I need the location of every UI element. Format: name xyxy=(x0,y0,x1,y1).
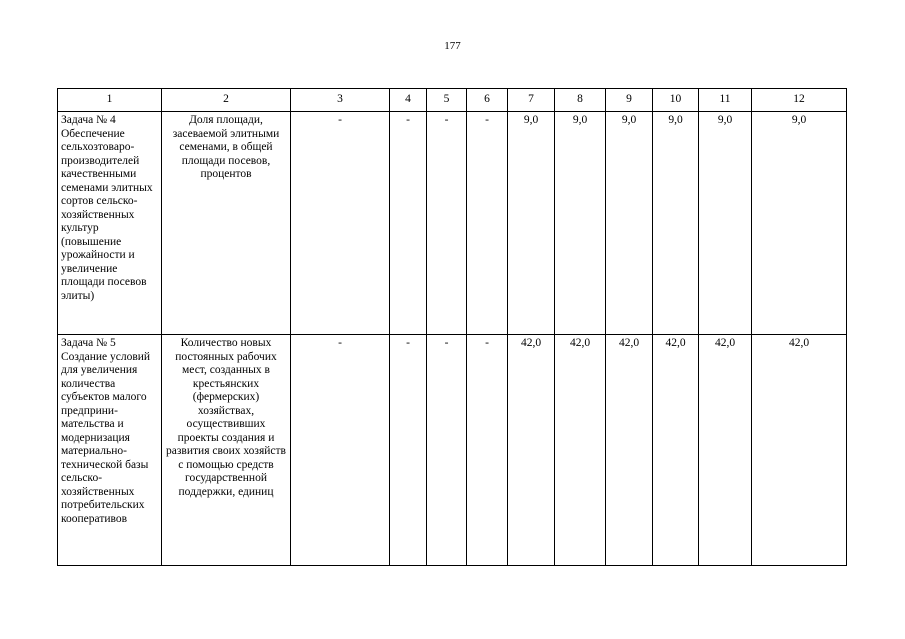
value-cell: - xyxy=(427,335,467,566)
header-cell: 5 xyxy=(427,89,467,112)
table-row xyxy=(58,112,847,335)
value-cell: - xyxy=(291,112,390,335)
header-cell: 8 xyxy=(555,89,606,112)
header-cell: 10 xyxy=(653,89,699,112)
header-row xyxy=(58,89,847,112)
value-cell: 9,0 xyxy=(606,112,653,335)
header-cell: 7 xyxy=(508,89,555,112)
header-cell: 4 xyxy=(390,89,427,112)
indicator-table xyxy=(57,88,847,566)
value-cell: - xyxy=(427,112,467,335)
indicator-cell: Доля площади, засеваемой элитными семенами, в общей площади посевов, процентов xyxy=(162,112,291,335)
header-cell: 6 xyxy=(467,89,508,112)
task-cell: Задача № 4 Обеспечение сельхозтоваро-производителей качественными семенами элитных сортов сельско-хозяйственных культур (повышение урожайности и увеличение площади посевов элиты) xyxy=(58,112,162,335)
value-cell: 42,0 xyxy=(752,335,847,566)
header-cell: 9 xyxy=(606,89,653,112)
value-cell: 9,0 xyxy=(555,112,606,335)
value-cell: 42,0 xyxy=(606,335,653,566)
table-row xyxy=(58,335,847,566)
value-cell: - xyxy=(291,335,390,566)
value-cell: 42,0 xyxy=(555,335,606,566)
header-cell: 12 xyxy=(752,89,847,112)
header-cell: 11 xyxy=(699,89,752,112)
task-cell: Задача № 5 Создание условий для увеличения количества субъектов малого предприни-мательства и модернизация материально-технической базы сельско-хозяйственных потребительских кооперативов xyxy=(58,335,162,566)
header-cell: 2 xyxy=(162,89,291,112)
value-cell: - xyxy=(390,112,427,335)
header-cell: 1 xyxy=(58,89,162,112)
value-cell: 9,0 xyxy=(752,112,847,335)
header-cell: 3 xyxy=(291,89,390,112)
value-cell: 42,0 xyxy=(653,335,699,566)
indicator-cell: Количество новых постоянных рабочих мест, созданных в крестьянских (фермерских) хозяйствах, осуществивших проекты создания и развития своих хозяйств с помощью средств государственной поддержки, единиц xyxy=(162,335,291,566)
value-cell: - xyxy=(467,112,508,335)
value-cell: 42,0 xyxy=(508,335,555,566)
value-cell: 9,0 xyxy=(699,112,752,335)
value-cell: - xyxy=(390,335,427,566)
value-cell: 9,0 xyxy=(653,112,699,335)
page-number: 177 xyxy=(444,40,461,52)
value-cell: 9,0 xyxy=(508,112,555,335)
value-cell: - xyxy=(467,335,508,566)
value-cell: 42,0 xyxy=(699,335,752,566)
